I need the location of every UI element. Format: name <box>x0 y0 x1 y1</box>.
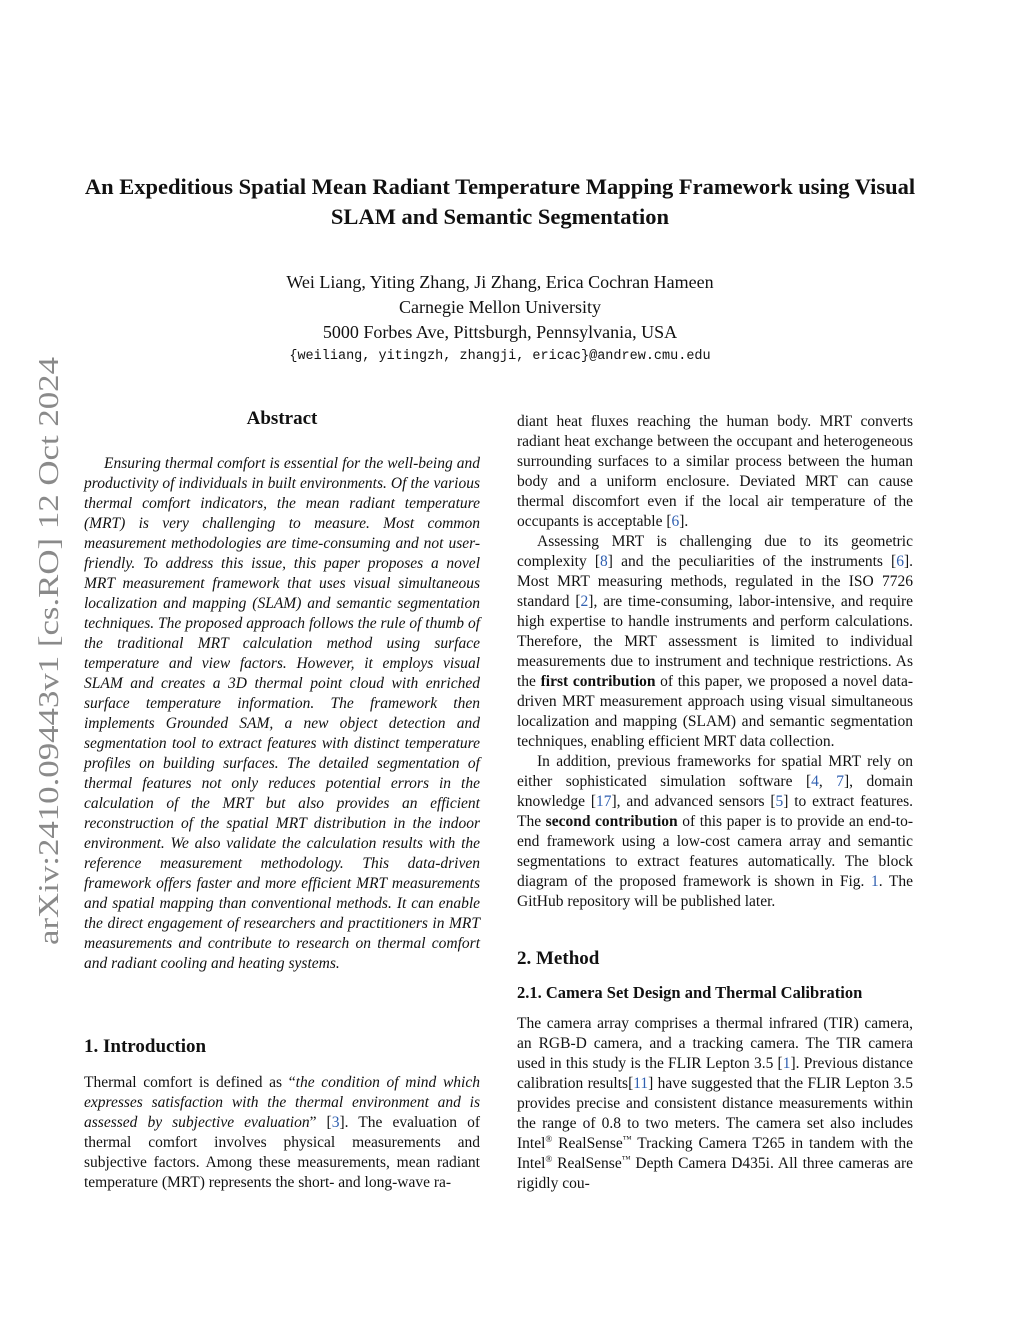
author-emails: {weiliang, yitingzh, zhangji, ericac}@andrew.cmu.edu <box>289 349 711 364</box>
address: 5000 Forbes Ave, Pittsburgh, Pennsylvania, USA <box>322 322 678 342</box>
abstract-heading: Abstract <box>246 408 318 429</box>
citation-link[interactable]: 6 <box>896 553 904 570</box>
affiliation: Carnegie Mellon University <box>399 297 601 317</box>
right-column-intro <box>517 412 913 912</box>
second-contribution: second contribution <box>545 813 678 830</box>
first-contribution: first contribution <box>540 673 656 690</box>
citation-link[interactable]: 3 <box>331 1114 340 1131</box>
mrt-challenge-paragraph: Assessing MRT is challenging due to its geometric complexity [8] and the peculiarities of the instruments [6]. Most MRT measuring methods, regulated in the ISO 7726 standard [2], are time-consuming, labor-intensive, and require high expertise to handle instruments and perform calculations. Therefore, the MRT assessment is limited to individual measurements due to instrument and technique restrictions. As the first contribution of this paper, we proposed a novel data-driven MRT measurement approach using visual simultaneous localization and mapping (SLAM) and semantic segmentation techniques, enabling efficient MRT data collection. <box>517 533 914 750</box>
intro-body <box>84 1073 480 1193</box>
citation-link[interactable]: 8 <box>600 553 608 570</box>
figure-link[interactable]: 1 <box>870 873 879 890</box>
method-heading: 2. Method <box>517 948 600 969</box>
contribution-paragraph: In addition, previous frameworks for spatial MRT rely on either sophisticated simulation software [4, 7], domain knowledge [17], and advanced sensors [5] to extract features. The second contribution of this paper is to provide an end-to-end framework using a low-cost camera array and semantic segmentations to extract features automatically. The block diagram of the proposed framework is shown in Fig. 1. The GitHub repository will be published later. <box>517 753 914 910</box>
camera-set-paragraph: The camera array comprises a thermal infrared (TIR) camera, an RGB-D camera, and a tracking camera. The TIR camera used in this study is the FLIR Lepton 3.5 [1]. Previous distance calibration results[11] have suggested that the FLIR Lepton 3.5 provides precise and consistent distance measurements within the range of 0.8 to two meters. The camera set also includes Intel® RealSense™ Tracking Camera T265 in tandem with the Intel® RealSense™ Depth Camera D435i. All three cameras are rigidly cou- <box>517 1015 913 1192</box>
subsection-heading: 2.1. Camera Set Design and Thermal Calibration <box>517 983 863 1002</box>
citation-link[interactable]: 17 <box>596 793 612 810</box>
citation-link[interactable]: 1 <box>782 1055 791 1072</box>
paper-title: An Expeditious Spatial Mean Radiant Temperature Mapping Framework using Visual SLAM and Semantic Segmentation <box>84 174 916 229</box>
citation-link[interactable]: 2 <box>580 593 589 610</box>
thermal-comfort-definition: the condition of mind which expresses satisfaction with the thermal environment and is assessed by subjective evaluation <box>84 1074 480 1131</box>
intro-paragraph: Thermal comfort is defined as “the condition of mind which expresses satisfaction with the thermal environment and is assessed by subjective evaluation” [3]. The evaluation of thermal comfort involves physical measurements and subjective factors. Among these measurements, mean radiant temperature (MRT) represents the short- and long-wave ra- <box>84 1074 480 1191</box>
arxiv-stamp <box>30 355 66 945</box>
citation-link[interactable]: 11 <box>633 1075 649 1092</box>
citation-link[interactable]: 5 <box>775 793 784 810</box>
author-block <box>60 270 940 368</box>
citation-link[interactable]: 4 <box>811 773 819 790</box>
citation-link[interactable]: 6 <box>671 513 680 530</box>
arxiv-stamp-text: arXiv:2410.09443v1 [cs.RO] 12 Oct 2024 <box>34 472 65 945</box>
method-body <box>517 1014 913 1194</box>
abstract-text: Ensuring thermal comfort is essential for the well-being and productivity of individuals in built environments. Of the various thermal comfort indicators, the mean radiant temperature (MRT) is very challenging to measure. Most common measurement methodologies are time-consuming and not user-friendly. To address this issue, this paper proposes a novel MRT measurement framework that uses visual simultaneous localization and mapping (SLAM) and semantic segmentation techniques. The proposed approach follows the rule of thumb of the traditional MRT calculation method using surface temperature and view factors. However, it employs visual SLAM and creates a 3D thermal point cloud with enriched surface temperature information. The framework then implements Grounded SAM, a new object detection and segmentation tool to extract features with distinct temperature profiles on building surfaces. The detailed segmentation of thermal features not only reduces potential errors in the calculation of the MRT but also provides an efficient reconstruction of the spatial MRT distribution in the indoor environment. We also validate the calculation results with the reference measurement methodology. This data-driven framework offers faster and more efficient MRT measurements and spatial mapping than conventional methods. It can enable the direct engagement of researchers and practitioners in MRT measurements and contribute to research on thermal comfort and radiant cooling and heating systems. <box>84 455 480 972</box>
intro-continued-paragraph: diant heat fluxes reaching the human body. MRT converts radiant heat exchange between the occupant and heterogeneous surrounding surfaces to a similar process between the human body and a uniform enclosure. Deviated MRT can cause thermal discomfort even if the local air temperature of the occupants is acceptable [6]. <box>517 413 913 530</box>
citation-link[interactable]: 7 <box>836 773 844 790</box>
author-names: Wei Liang, Yiting Zhang, Ji Zhang, Erica Cochran Hameen <box>286 272 714 292</box>
abstract-body <box>84 454 480 974</box>
intro-heading: 1. Introduction <box>84 1036 207 1057</box>
